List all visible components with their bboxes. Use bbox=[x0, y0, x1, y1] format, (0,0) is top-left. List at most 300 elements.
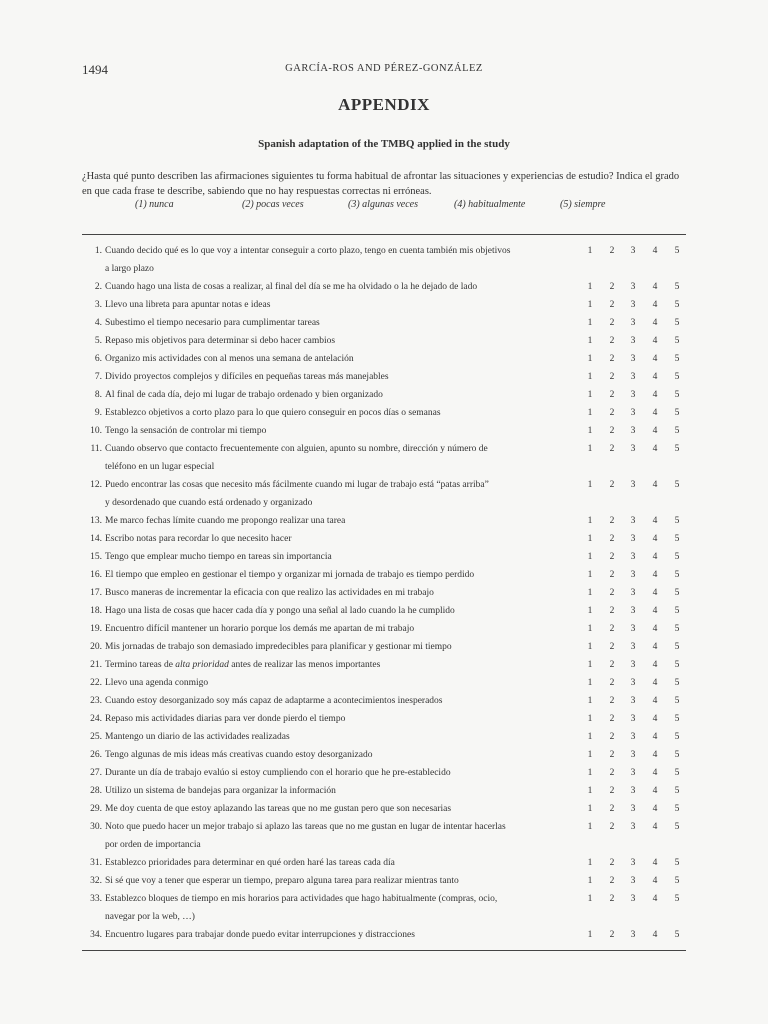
item-line: Establezco bloques de tiempo en mis horarios para actividades que hago habitualmente (compras, ocio, bbox=[105, 894, 498, 904]
item-text bbox=[82, 890, 562, 926]
response-option-4[interactable]: 4 bbox=[652, 300, 658, 310]
item-line: Me marco fechas límite cuando me propongo realizar una tarea bbox=[105, 516, 346, 526]
response-option-4[interactable]: 4 bbox=[652, 660, 658, 670]
response-option-4[interactable]: 4 bbox=[652, 930, 658, 940]
response-option-1[interactable]: 1 bbox=[587, 660, 593, 670]
response-options bbox=[585, 926, 685, 944]
response-option-1[interactable]: 1 bbox=[587, 588, 593, 598]
response-option-5[interactable]: 5 bbox=[674, 696, 680, 706]
response-option-2[interactable]: 2 bbox=[609, 858, 615, 868]
questionnaire-item bbox=[82, 386, 686, 404]
response-option-3[interactable]: 3 bbox=[630, 336, 636, 346]
response-option-5[interactable]: 5 bbox=[674, 534, 680, 544]
response-option-2[interactable]: 2 bbox=[609, 552, 615, 562]
response-option-1[interactable]: 1 bbox=[587, 876, 593, 886]
response-option-3[interactable]: 3 bbox=[630, 300, 636, 310]
item-text bbox=[82, 818, 562, 854]
response-options bbox=[585, 710, 685, 728]
response-option-5[interactable]: 5 bbox=[674, 282, 680, 292]
response-option-1[interactable]: 1 bbox=[587, 408, 593, 418]
item-number: 23. bbox=[90, 696, 102, 706]
response-options bbox=[585, 314, 685, 332]
response-option-1[interactable]: 1 bbox=[587, 354, 593, 364]
response-option-5[interactable]: 5 bbox=[674, 930, 680, 940]
response-option-4[interactable]: 4 bbox=[652, 750, 658, 760]
questionnaire-item bbox=[82, 746, 686, 764]
response-option-4[interactable]: 4 bbox=[652, 642, 658, 652]
response-option-3[interactable]: 3 bbox=[630, 570, 636, 580]
response-option-2[interactable]: 2 bbox=[609, 372, 615, 382]
questionnaire-item bbox=[82, 854, 686, 872]
response-option-2[interactable]: 2 bbox=[609, 768, 615, 778]
response-option-5[interactable]: 5 bbox=[674, 822, 680, 832]
item-text bbox=[82, 620, 562, 638]
response-option-5[interactable]: 5 bbox=[674, 300, 680, 310]
response-option-5[interactable]: 5 bbox=[674, 678, 680, 688]
response-option-2[interactable]: 2 bbox=[609, 390, 615, 400]
response-options bbox=[585, 242, 685, 260]
response-option-1[interactable]: 1 bbox=[587, 552, 593, 562]
item-number: 6. bbox=[94, 354, 102, 364]
response-option-2[interactable]: 2 bbox=[609, 534, 615, 544]
questionnaire-item bbox=[82, 296, 686, 314]
response-option-1[interactable]: 1 bbox=[587, 246, 593, 256]
questionnaire-item bbox=[82, 422, 686, 440]
questionnaire-item bbox=[82, 404, 686, 422]
response-options bbox=[585, 638, 685, 656]
response-option-4[interactable]: 4 bbox=[652, 570, 658, 580]
item-line: Hago una lista de cosas que hacer cada día y pongo una señal al lado cuando la he cumplido bbox=[105, 606, 455, 616]
response-option-1[interactable]: 1 bbox=[587, 624, 593, 634]
response-option-5[interactable]: 5 bbox=[674, 588, 680, 598]
response-option-4[interactable]: 4 bbox=[652, 732, 658, 742]
response-option-1[interactable]: 1 bbox=[587, 372, 593, 382]
item-number: 34. bbox=[90, 930, 102, 940]
item-line: Llevo una libreta para apuntar notas e ideas bbox=[105, 300, 271, 310]
response-option-1[interactable]: 1 bbox=[587, 804, 593, 814]
response-option-2[interactable]: 2 bbox=[609, 732, 615, 742]
response-option-2[interactable]: 2 bbox=[609, 408, 615, 418]
response-option-5[interactable]: 5 bbox=[674, 408, 680, 418]
item-number: 25. bbox=[90, 732, 102, 742]
item-line: Mis jornadas de trabajo son demasiado impredecibles para planificar y gestionar mi tiempo bbox=[105, 642, 452, 652]
questionnaire-item bbox=[82, 926, 686, 944]
questionnaire-item bbox=[82, 584, 686, 602]
item-number: 28. bbox=[90, 786, 102, 796]
response-option-4[interactable]: 4 bbox=[652, 426, 658, 436]
response-option-4[interactable]: 4 bbox=[652, 354, 658, 364]
response-option-4[interactable]: 4 bbox=[652, 768, 658, 778]
response-options bbox=[585, 350, 685, 368]
item-number: 22. bbox=[90, 678, 102, 688]
item-line: Cuando decido qué es lo que voy a intentar conseguir a corto plazo, tengo en cuenta también mis objetivos bbox=[105, 246, 511, 256]
response-option-2[interactable]: 2 bbox=[609, 480, 615, 490]
item-line: Durante un día de trabajo evalúo si estoy cumpliendo con el horario que he pre-establecido bbox=[105, 768, 451, 778]
item-number: 27. bbox=[90, 768, 102, 778]
item-line: Encuentro difícil mantener un horario porque los demás me apartan de mi trabajo bbox=[105, 624, 415, 634]
questionnaire-item bbox=[82, 530, 686, 548]
response-option-1[interactable]: 1 bbox=[587, 282, 593, 292]
response-option-3[interactable]: 3 bbox=[630, 426, 636, 436]
item-text bbox=[82, 440, 562, 476]
item-line: Cuando observo que contacto frecuentemente con alguien, apunto su nombre, dirección y número de bbox=[105, 444, 488, 454]
response-option-2[interactable]: 2 bbox=[609, 642, 615, 652]
response-option-5[interactable]: 5 bbox=[674, 894, 680, 904]
scale-label-4: (4) habitualmente bbox=[454, 199, 526, 210]
item-number: 8. bbox=[94, 390, 102, 400]
response-option-1[interactable]: 1 bbox=[587, 894, 593, 904]
response-option-3[interactable]: 3 bbox=[630, 894, 636, 904]
item-line: Termino tareas de bbox=[105, 660, 176, 670]
response-options bbox=[585, 512, 685, 530]
response-option-4[interactable]: 4 bbox=[652, 246, 658, 256]
item-line: Establezco objetivos a corto plazo para lo que quiero conseguir en pocos días o semanas bbox=[105, 408, 441, 418]
response-options bbox=[585, 890, 685, 908]
response-options bbox=[585, 386, 685, 404]
response-option-5[interactable]: 5 bbox=[674, 318, 680, 328]
response-option-4[interactable]: 4 bbox=[652, 696, 658, 706]
response-option-3[interactable]: 3 bbox=[630, 822, 636, 832]
item-number: 14. bbox=[90, 534, 102, 544]
scale-label-3: (3) algunas veces bbox=[348, 199, 418, 210]
response-option-4[interactable]: 4 bbox=[652, 480, 658, 490]
item-text bbox=[82, 242, 562, 278]
response-option-1[interactable]: 1 bbox=[587, 390, 593, 400]
response-option-1[interactable]: 1 bbox=[587, 786, 593, 796]
response-option-2[interactable]: 2 bbox=[609, 570, 615, 580]
response-option-2[interactable]: 2 bbox=[609, 876, 615, 886]
item-text bbox=[82, 386, 562, 404]
response-options bbox=[585, 620, 685, 638]
response-options bbox=[585, 746, 685, 764]
response-option-3[interactable]: 3 bbox=[630, 678, 636, 688]
questionnaire-item bbox=[82, 332, 686, 350]
response-option-4[interactable]: 4 bbox=[652, 516, 658, 526]
response-option-2[interactable]: 2 bbox=[609, 318, 615, 328]
item-line: El tiempo que empleo en gestionar el tiempo y organizar mi jornada de trabajo es tiempo perdido bbox=[105, 570, 475, 580]
response-option-2[interactable]: 2 bbox=[609, 696, 615, 706]
item-text bbox=[82, 368, 562, 386]
response-option-3[interactable]: 3 bbox=[630, 624, 636, 634]
response-option-3[interactable]: 3 bbox=[630, 516, 636, 526]
response-option-4[interactable]: 4 bbox=[652, 282, 658, 292]
item-number: 21. bbox=[90, 660, 102, 670]
response-option-3[interactable]: 3 bbox=[630, 804, 636, 814]
item-number: 1. bbox=[94, 246, 102, 256]
table-bottom-rule bbox=[82, 950, 686, 951]
item-number: 5. bbox=[94, 336, 102, 346]
response-option-4[interactable]: 4 bbox=[652, 336, 658, 346]
response-options bbox=[585, 854, 685, 872]
questionnaire-item bbox=[82, 278, 686, 296]
response-option-2[interactable]: 2 bbox=[609, 426, 615, 436]
response-option-2[interactable]: 2 bbox=[609, 444, 615, 454]
response-option-3[interactable]: 3 bbox=[630, 480, 636, 490]
response-option-3[interactable]: 3 bbox=[630, 660, 636, 670]
item-number: 11. bbox=[90, 444, 102, 454]
response-option-3[interactable]: 3 bbox=[630, 534, 636, 544]
item-line: teléfono en un lugar especial bbox=[105, 462, 215, 472]
response-option-1[interactable]: 1 bbox=[587, 732, 593, 742]
questionnaire-item bbox=[82, 476, 686, 512]
item-text bbox=[82, 638, 562, 656]
item-text bbox=[82, 692, 562, 710]
questionnaire-item bbox=[82, 602, 686, 620]
item-line: Mantengo un diario de las actividades realizadas bbox=[105, 732, 290, 742]
response-option-2[interactable]: 2 bbox=[609, 822, 615, 832]
item-number: 7. bbox=[94, 372, 102, 382]
response-option-1[interactable]: 1 bbox=[587, 822, 593, 832]
scale-label-5: (5) siempre bbox=[560, 199, 606, 210]
response-option-3[interactable]: 3 bbox=[630, 282, 636, 292]
response-option-2[interactable]: 2 bbox=[609, 624, 615, 634]
questionnaire-item bbox=[82, 728, 686, 746]
response-options bbox=[585, 674, 685, 692]
response-option-3[interactable]: 3 bbox=[630, 750, 636, 760]
response-option-2[interactable]: 2 bbox=[609, 930, 615, 940]
response-option-2[interactable]: 2 bbox=[609, 714, 615, 724]
response-option-4[interactable]: 4 bbox=[652, 552, 658, 562]
questionnaire-items bbox=[82, 242, 686, 944]
questionnaire-item bbox=[82, 764, 686, 782]
response-option-5[interactable]: 5 bbox=[674, 336, 680, 346]
response-options bbox=[585, 872, 685, 890]
response-option-4[interactable]: 4 bbox=[652, 804, 658, 814]
table-top-rule bbox=[82, 234, 686, 235]
response-option-2[interactable]: 2 bbox=[609, 750, 615, 760]
appendix-subtitle: Spanish adaptation of the TMBQ applied in the study bbox=[258, 138, 510, 150]
item-text bbox=[82, 926, 562, 944]
response-option-4[interactable]: 4 bbox=[652, 822, 658, 832]
questionnaire-item bbox=[82, 692, 686, 710]
response-option-3[interactable]: 3 bbox=[630, 732, 636, 742]
response-option-4[interactable]: 4 bbox=[652, 624, 658, 634]
response-option-2[interactable]: 2 bbox=[609, 678, 615, 688]
item-emphasis: alta prioridad bbox=[175, 660, 229, 670]
item-number: 32. bbox=[90, 876, 102, 886]
questionnaire-item bbox=[82, 548, 686, 566]
response-option-2[interactable]: 2 bbox=[609, 660, 615, 670]
item-line: Repaso mis actividades diarias para ver donde pierdo el tiempo bbox=[105, 714, 346, 724]
response-options bbox=[585, 548, 685, 566]
response-option-4[interactable]: 4 bbox=[652, 318, 658, 328]
item-line: Utilizo un sistema de bandejas para organizar la información bbox=[105, 786, 336, 796]
response-option-5[interactable]: 5 bbox=[674, 786, 680, 796]
response-option-4[interactable]: 4 bbox=[652, 408, 658, 418]
response-option-5[interactable]: 5 bbox=[674, 624, 680, 634]
response-option-3[interactable]: 3 bbox=[630, 318, 636, 328]
response-option-5[interactable]: 5 bbox=[674, 660, 680, 670]
response-option-5[interactable]: 5 bbox=[674, 444, 680, 454]
item-text bbox=[82, 566, 562, 584]
response-option-1[interactable]: 1 bbox=[587, 714, 593, 724]
item-text bbox=[82, 422, 562, 440]
item-number: 19. bbox=[90, 624, 102, 634]
response-option-4[interactable]: 4 bbox=[652, 534, 658, 544]
item-line: a largo plazo bbox=[105, 264, 154, 274]
questionnaire-item bbox=[82, 440, 686, 476]
questionnaire-item bbox=[82, 242, 686, 278]
item-line: Busco maneras de incrementar la eficacia con que realizo las actividades en mi trabajo bbox=[105, 588, 434, 598]
response-option-5[interactable]: 5 bbox=[674, 750, 680, 760]
response-option-5[interactable]: 5 bbox=[674, 768, 680, 778]
response-option-5[interactable]: 5 bbox=[674, 642, 680, 652]
item-number: 26. bbox=[90, 750, 102, 760]
response-option-2[interactable]: 2 bbox=[609, 588, 615, 598]
item-text bbox=[82, 584, 562, 602]
response-option-1[interactable]: 1 bbox=[587, 696, 593, 706]
response-option-3[interactable]: 3 bbox=[630, 246, 636, 256]
response-option-3[interactable]: 3 bbox=[630, 390, 636, 400]
item-line: Tengo algunas de mis ideas más creativas cuando estoy desorganizado bbox=[105, 750, 373, 760]
item-number: 20. bbox=[90, 642, 102, 652]
response-option-3[interactable]: 3 bbox=[630, 876, 636, 886]
item-text bbox=[82, 350, 562, 368]
response-option-3[interactable]: 3 bbox=[630, 354, 636, 364]
response-option-5[interactable]: 5 bbox=[674, 858, 680, 868]
item-text bbox=[82, 728, 562, 746]
response-option-1[interactable]: 1 bbox=[587, 750, 593, 760]
response-option-1[interactable]: 1 bbox=[587, 678, 593, 688]
response-option-2[interactable]: 2 bbox=[609, 804, 615, 814]
response-option-3[interactable]: 3 bbox=[630, 444, 636, 454]
page-number: 1494 bbox=[82, 62, 108, 77]
response-option-5[interactable]: 5 bbox=[674, 552, 680, 562]
response-option-1[interactable]: 1 bbox=[587, 336, 593, 346]
response-option-1[interactable]: 1 bbox=[587, 318, 593, 328]
response-option-1[interactable]: 1 bbox=[587, 768, 593, 778]
response-option-5[interactable]: 5 bbox=[674, 480, 680, 490]
response-option-4[interactable]: 4 bbox=[652, 390, 658, 400]
response-option-5[interactable]: 5 bbox=[674, 876, 680, 886]
item-text bbox=[82, 332, 562, 350]
item-number: 18. bbox=[90, 606, 102, 616]
item-line: Noto que puedo hacer un mejor trabajo si aplazo las tareas que no me gustan en lugar de intentar hacerlas bbox=[105, 822, 506, 832]
item-number: 24. bbox=[90, 714, 102, 724]
response-option-2[interactable]: 2 bbox=[609, 786, 615, 796]
item-number: 31. bbox=[90, 858, 102, 868]
response-option-5[interactable]: 5 bbox=[674, 354, 680, 364]
scale-label-1: (1) nunca bbox=[135, 199, 174, 210]
response-option-2[interactable]: 2 bbox=[609, 336, 615, 346]
item-line: navegar por la web, …) bbox=[105, 912, 195, 922]
response-option-4[interactable]: 4 bbox=[652, 372, 658, 382]
response-option-1[interactable]: 1 bbox=[587, 516, 593, 526]
questionnaire-item bbox=[82, 818, 686, 854]
response-option-3[interactable]: 3 bbox=[630, 768, 636, 778]
response-option-4[interactable]: 4 bbox=[652, 876, 658, 886]
response-option-3[interactable]: 3 bbox=[630, 714, 636, 724]
questionnaire-item bbox=[82, 674, 686, 692]
response-option-3[interactable]: 3 bbox=[630, 372, 636, 382]
response-option-3[interactable]: 3 bbox=[630, 696, 636, 706]
response-option-3[interactable]: 3 bbox=[630, 858, 636, 868]
item-number: 33. bbox=[90, 894, 102, 904]
response-option-2[interactable]: 2 bbox=[609, 300, 615, 310]
response-option-2[interactable]: 2 bbox=[609, 516, 615, 526]
item-line: Puedo encontrar las cosas que necesito más fácilmente cuando mi lugar de trabajo está “patas arriba” bbox=[105, 480, 489, 490]
item-text bbox=[82, 314, 562, 332]
response-option-3[interactable]: 3 bbox=[630, 408, 636, 418]
item-line: Establezco prioridades para determinar en qué orden haré las tareas cada día bbox=[105, 858, 395, 868]
response-option-4[interactable]: 4 bbox=[652, 588, 658, 598]
running-head: GARCÍA-ROS AND PÉREZ-GONZÁLEZ bbox=[285, 63, 483, 74]
item-line: y desordenado que cuando está ordenado y organizado bbox=[105, 498, 313, 508]
item-text bbox=[82, 530, 562, 548]
response-option-3[interactable]: 3 bbox=[630, 642, 636, 652]
response-option-5[interactable]: 5 bbox=[674, 804, 680, 814]
response-option-4[interactable]: 4 bbox=[652, 606, 658, 616]
item-line: Llevo una agenda conmigo bbox=[105, 678, 209, 688]
questionnaire-item bbox=[82, 314, 686, 332]
response-options bbox=[585, 584, 685, 602]
response-option-1[interactable]: 1 bbox=[587, 570, 593, 580]
item-number: 16. bbox=[90, 570, 102, 580]
response-option-5[interactable]: 5 bbox=[674, 426, 680, 436]
response-option-4[interactable]: 4 bbox=[652, 714, 658, 724]
response-option-1[interactable]: 1 bbox=[587, 300, 593, 310]
response-options bbox=[585, 278, 685, 296]
response-option-5[interactable]: 5 bbox=[674, 390, 680, 400]
response-option-3[interactable]: 3 bbox=[630, 786, 636, 796]
response-option-1[interactable]: 1 bbox=[587, 426, 593, 436]
response-option-1[interactable]: 1 bbox=[587, 930, 593, 940]
response-option-4[interactable]: 4 bbox=[652, 678, 658, 688]
response-option-5[interactable]: 5 bbox=[674, 606, 680, 616]
response-option-4[interactable]: 4 bbox=[652, 444, 658, 454]
response-option-5[interactable]: 5 bbox=[674, 732, 680, 742]
response-options bbox=[585, 782, 685, 800]
questionnaire-item bbox=[82, 512, 686, 530]
item-text bbox=[82, 548, 562, 566]
response-option-2[interactable]: 2 bbox=[609, 354, 615, 364]
questionnaire-item bbox=[82, 782, 686, 800]
response-options bbox=[585, 422, 685, 440]
response-option-2[interactable]: 2 bbox=[609, 246, 615, 256]
response-option-3[interactable]: 3 bbox=[630, 930, 636, 940]
response-option-4[interactable]: 4 bbox=[652, 894, 658, 904]
response-option-3[interactable]: 3 bbox=[630, 552, 636, 562]
response-option-1[interactable]: 1 bbox=[587, 444, 593, 454]
response-option-1[interactable]: 1 bbox=[587, 606, 593, 616]
response-option-4[interactable]: 4 bbox=[652, 858, 658, 868]
response-option-3[interactable]: 3 bbox=[630, 588, 636, 598]
response-option-2[interactable]: 2 bbox=[609, 282, 615, 292]
response-options bbox=[585, 404, 685, 422]
response-options bbox=[585, 296, 685, 314]
response-option-1[interactable]: 1 bbox=[587, 534, 593, 544]
response-option-1[interactable]: 1 bbox=[587, 858, 593, 868]
response-option-2[interactable]: 2 bbox=[609, 894, 615, 904]
item-line: Me doy cuenta de que estoy aplazando las tareas que no me gustan pero que son necesarias bbox=[105, 804, 452, 814]
response-option-5[interactable]: 5 bbox=[674, 714, 680, 724]
response-option-3[interactable]: 3 bbox=[630, 606, 636, 616]
item-number: 4. bbox=[94, 318, 102, 328]
item-text bbox=[82, 278, 562, 296]
response-option-5[interactable]: 5 bbox=[674, 372, 680, 382]
questionnaire-item bbox=[82, 872, 686, 890]
response-option-5[interactable]: 5 bbox=[674, 570, 680, 580]
response-option-1[interactable]: 1 bbox=[587, 642, 593, 652]
item-line: Cuando estoy desorganizado soy más capaz de adaptarme a acontecimientos inesperados bbox=[105, 696, 443, 706]
response-option-5[interactable]: 5 bbox=[674, 246, 680, 256]
response-options bbox=[585, 692, 685, 710]
response-option-5[interactable]: 5 bbox=[674, 516, 680, 526]
response-option-1[interactable]: 1 bbox=[587, 480, 593, 490]
item-text bbox=[82, 764, 562, 782]
response-option-4[interactable]: 4 bbox=[652, 786, 658, 796]
response-option-2[interactable]: 2 bbox=[609, 606, 615, 616]
